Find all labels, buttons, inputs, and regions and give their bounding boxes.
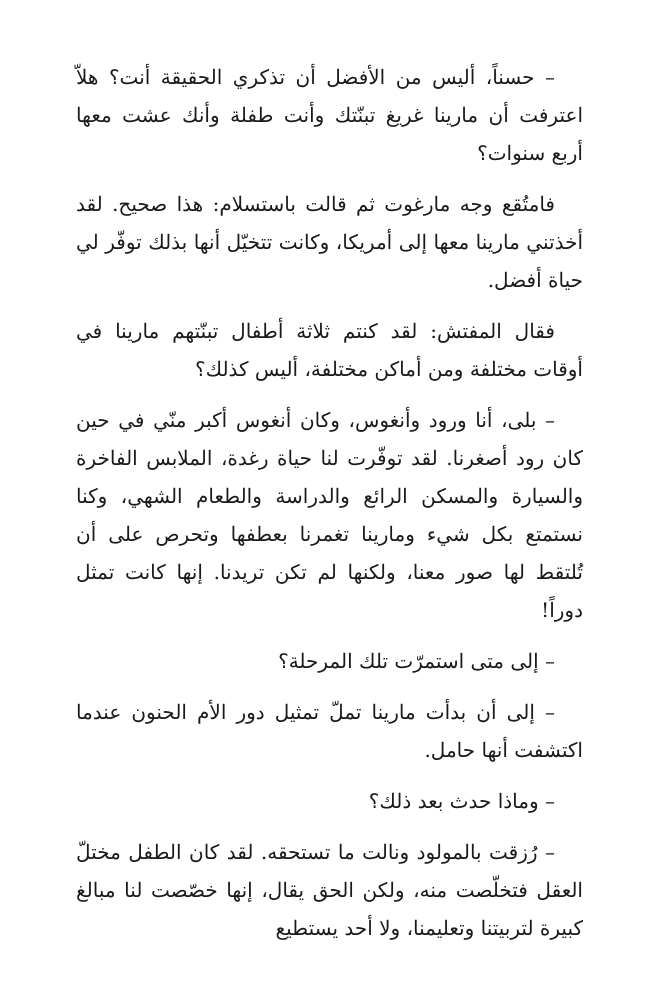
paragraph-5: – إلى متى استمرّت تلك المرحلة؟ — [278, 649, 555, 673]
paragraph-2: فامتُقع وجه مارغوت ثم قالت باستسلام: هذا صحيح. لقد أخذتني مارينا معها إلى أمريكا، وكانت تتخيّل أنها بذلك توفّر لي حياة أفضل. — [76, 192, 583, 292]
paragraph-7: – وماذا حدث بعد ذلك؟ — [368, 789, 555, 813]
paragraph-3: فقال المفتش: لقد كنتم ثلاثة أطفال تبنّتهم مارينا في أوقات مختلفة ومن أماكن مختلفة، أليس كذلك؟ — [76, 319, 583, 381]
paragraph-4: – بلى، أنا ورود وأنغوس، وكان أنغوس أكبر منّي في حين كان رود أصغرنا. لقد توفّرت لنا حياة رغدة، الملابس الفاخرة والسيارة والمسكن الرائع والدراسة والطعام الشهي، وكنا نستمتع بكل شيء ومارينا تغمرنا بعطفها وتحرص على أن تُلتقط لها صور معنا، ولكنها لم تكن تريدنا. إنها كانت تمثل دوراً! — [76, 408, 583, 622]
paragraph-6: – إلى أن بدأت مارينا تملّ تمثيل دور الأم الحنون عندما اكتشفت أنها حامل. — [76, 700, 583, 762]
paragraph-1: – حسناً، أليس من الأفضل أن تذكري الحقيقة أنت؟ هلاّ اعترفت أن مارينا غريغ تبنّتك وأنت طفلة وأنك عشت معها أربع سنوات؟ — [76, 65, 583, 165]
paragraph-8: – رُزقت بالمولود ونالت ما تستحقه. لقد كان الطفل مختلّ العقل فتخلّصت منه، ولكن الحق يقال، إنها خصّصت لنا مبالغ كبيرة لتربيتنا وتعليمنا، ولا أحد يستطيع — [76, 840, 583, 940]
